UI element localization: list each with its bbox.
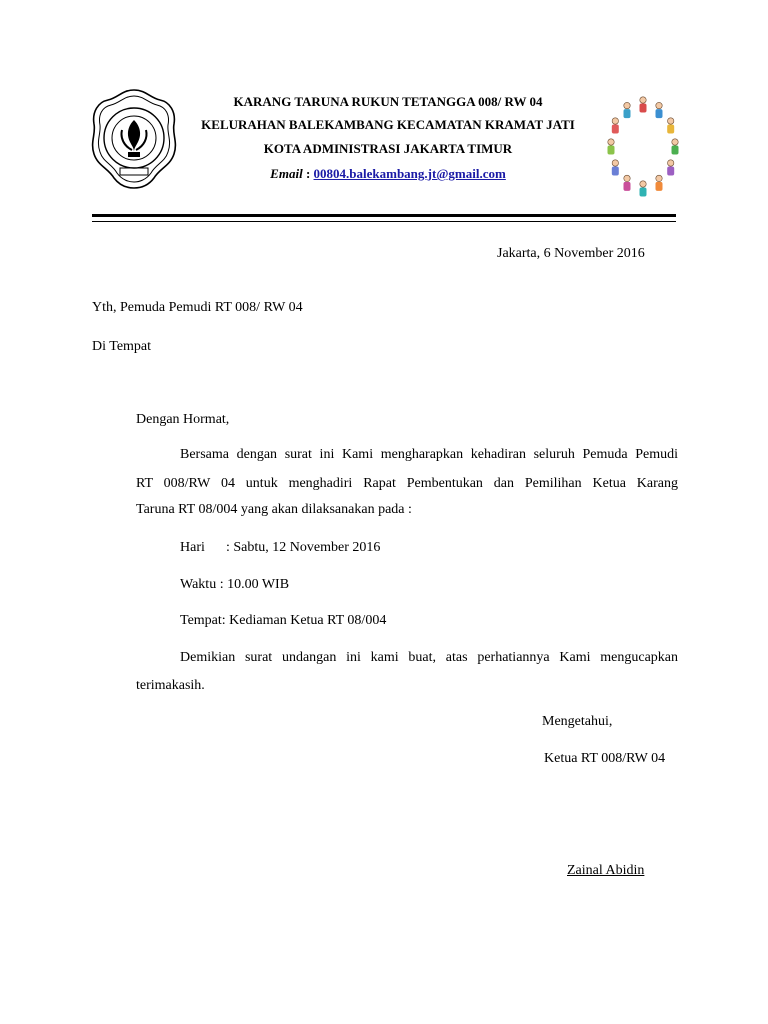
child-head (668, 160, 674, 166)
signer-title: Ketua RT 008/RW 04 (544, 751, 666, 766)
child-head (672, 139, 678, 145)
child-head (608, 139, 614, 145)
child-body (656, 109, 663, 118)
para1-line2: RT 008/RW 04 untuk menghadiri Rapat Pembentukan dan Pemilihan Ketua Karang (136, 476, 678, 491)
email-label: Email (270, 166, 303, 181)
para1-line1: Bersama dengan surat ini Kami mengharapkan kehadiran seluruh Pemuda Pemudi (180, 447, 678, 462)
org-name-line2: KELURAHAN BALEKAMBANG KECAMATAN KRAMAT JATI (201, 117, 575, 132)
child-head (640, 181, 646, 187)
child-body (640, 104, 647, 113)
child-body (608, 146, 615, 155)
signer-name: Zainal Abidin (567, 863, 645, 878)
child-head (612, 118, 618, 124)
child-head (624, 175, 630, 181)
acknowledge-label: Mengetahui, (542, 714, 613, 729)
tempat-line: Tempat: Kediaman Ketua RT 08/004 (180, 613, 387, 628)
closing-line1: Demikian surat undangan ini kami buat, atas perhatiannya Kami mengucapkan (180, 650, 678, 665)
closing-line2: terimakasih. (136, 678, 205, 693)
header-divider-thick (92, 214, 676, 217)
child-body (624, 109, 631, 118)
child-body (624, 182, 631, 191)
child-head (656, 102, 662, 108)
karang-taruna-emblem-icon (88, 86, 180, 192)
child-head (624, 102, 630, 108)
child-head (640, 97, 646, 103)
waktu-line: Waktu : 10.00 WIB (180, 577, 290, 592)
child-body (612, 125, 619, 134)
org-name-line1: KARANG TARUNA RUKUN TETANGGA 008/ RW 04 (233, 94, 543, 109)
hari-label: Hari (180, 540, 205, 555)
children-holding-hands-circle-icon (598, 88, 688, 206)
child-head (668, 118, 674, 124)
header-divider-thin (92, 221, 676, 222)
child-body (656, 182, 663, 191)
email-line (180, 166, 596, 182)
recipient-place: Di Tempat (92, 339, 152, 354)
child-body (667, 167, 674, 176)
karang-taruna-logo (88, 86, 180, 192)
greeting: Dengan Hormat, (136, 412, 230, 427)
letter-date: Jakarta, 6 November 2016 (497, 246, 645, 261)
org-name-line3: KOTA ADMINISTRASI JAKARTA TIMUR (263, 141, 513, 156)
hari-value: : Sabtu, 12 November 2016 (226, 540, 381, 555)
child-head (612, 160, 618, 166)
child-body (612, 167, 619, 176)
child-body (667, 125, 674, 134)
recipient-to: Yth, Pemuda Pemudi RT 008/ RW 04 (92, 300, 303, 315)
child-head (656, 175, 662, 181)
children-circle-image (598, 88, 688, 206)
para1-line3: Taruna RT 08/004 yang akan dilaksanakan pada : (136, 502, 412, 517)
child-body (640, 188, 647, 197)
child-body (672, 146, 679, 155)
email-link[interactable]: 00804.balekambang.jt@gmail.com (313, 166, 506, 181)
email-separator: : (302, 166, 314, 181)
